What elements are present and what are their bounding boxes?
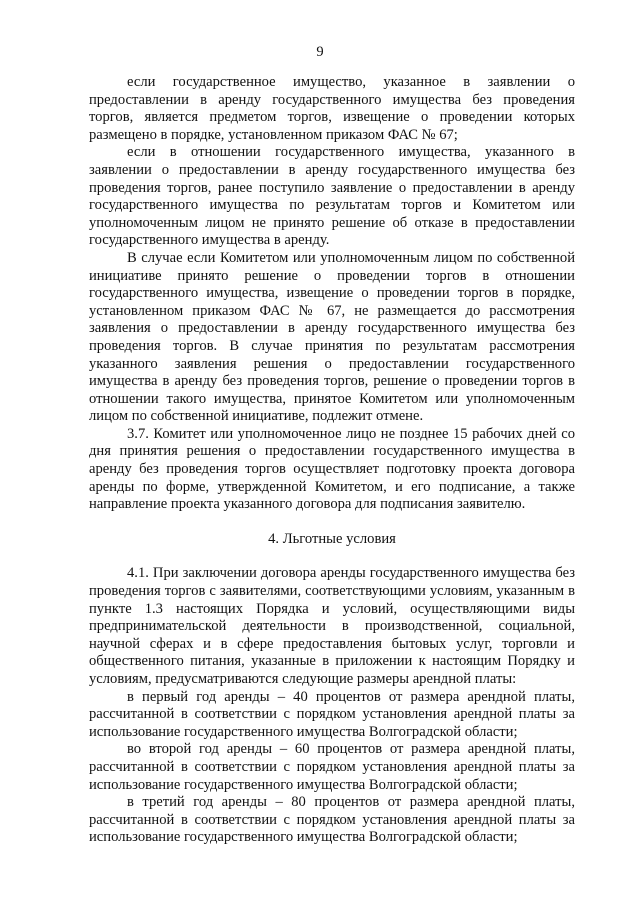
page-number: 9 xyxy=(316,44,324,60)
document-body xyxy=(89,74,575,847)
paragraph: если в отношении государственного имущества, указанного в заявлении о предоставлении в аренду государственного имущества без проведения торгов, ранее поступило заявление о предоставлении в аренду государственного имущества по результатам торгов и Комитетом или уполномоченным лицом не принято решение об отказе в предоставлении государственного имущества в аренду. xyxy=(89,144,575,249)
paragraph: если государственное имущество, указанное в заявлении о предоставлении в аренду государственного имущества без проведения торгов, является предметом торгов, извещение о проведении которых размещено в порядке, установленном приказом ФАС № 67; xyxy=(89,74,575,143)
paragraph: 4.1. При заключении договора аренды государственного имущества без проведения торгов с заявителями, соответствующими условиям, указанным в пункте 1.3 настоящих Порядка и условий, осуществляющими виды предпринимательской деятельности в производственной, социальной, научной сферах и в сфере предоставления бытовых услуг, торговли и общественного питания, указанные в приложении к настоящим Порядку и условиям, предусматриваются следующие размеры арендной платы: xyxy=(89,565,575,687)
paragraph: в третий год аренды – 80 процентов от размера арендной платы, рассчитанной в соответствии с порядком установления арендной платы за использование государственного имущества Волгоградской области; xyxy=(89,794,575,846)
paragraph: во второй год аренды – 60 процентов от размера арендной платы, рассчитанной в соответствии с порядком установления арендной платы за использование государственного имущества Волгоградской области; xyxy=(89,741,575,793)
paragraph: в первый год аренды – 40 процентов от размера арендной платы, рассчитанной в соответствии с порядком установления арендной платы за использование государственного имущества Волгоградской области; xyxy=(89,688,575,740)
paragraph: 3.7. Комитет или уполномоченное лицо не позднее 15 рабочих дней со дня принятия решения о предоставлении государственного имущества в аренду без проведения торгов осуществляет подготовку проекта договора аренды по форме, утвержденной Комитетом, и его подписание, а также направление проекта указанного договора для подписания заявителю. xyxy=(89,425,575,513)
section-heading: 4. Льготные условия xyxy=(268,530,396,547)
paragraph: В случае если Комитетом или уполномоченным лицом по собственной инициативе принято решение о проведении торгов в отношении государственного имущества, извещение о проведении торгов в порядке, установленном приказом ФАС № 67, не размещается до рассмотрения заявления о предоставлении в аренду государственного имущества без проведения торгов. В случае принятия по результатам рассмотрения указанного заявления решения о предоставлении государственного имущества в аренду без проведения торгов, решение о проведении торгов в отношении такого имущества, принятое Комитетом или уполномоченным лицом по собственной инициативе, подлежит отмене. xyxy=(89,249,575,425)
